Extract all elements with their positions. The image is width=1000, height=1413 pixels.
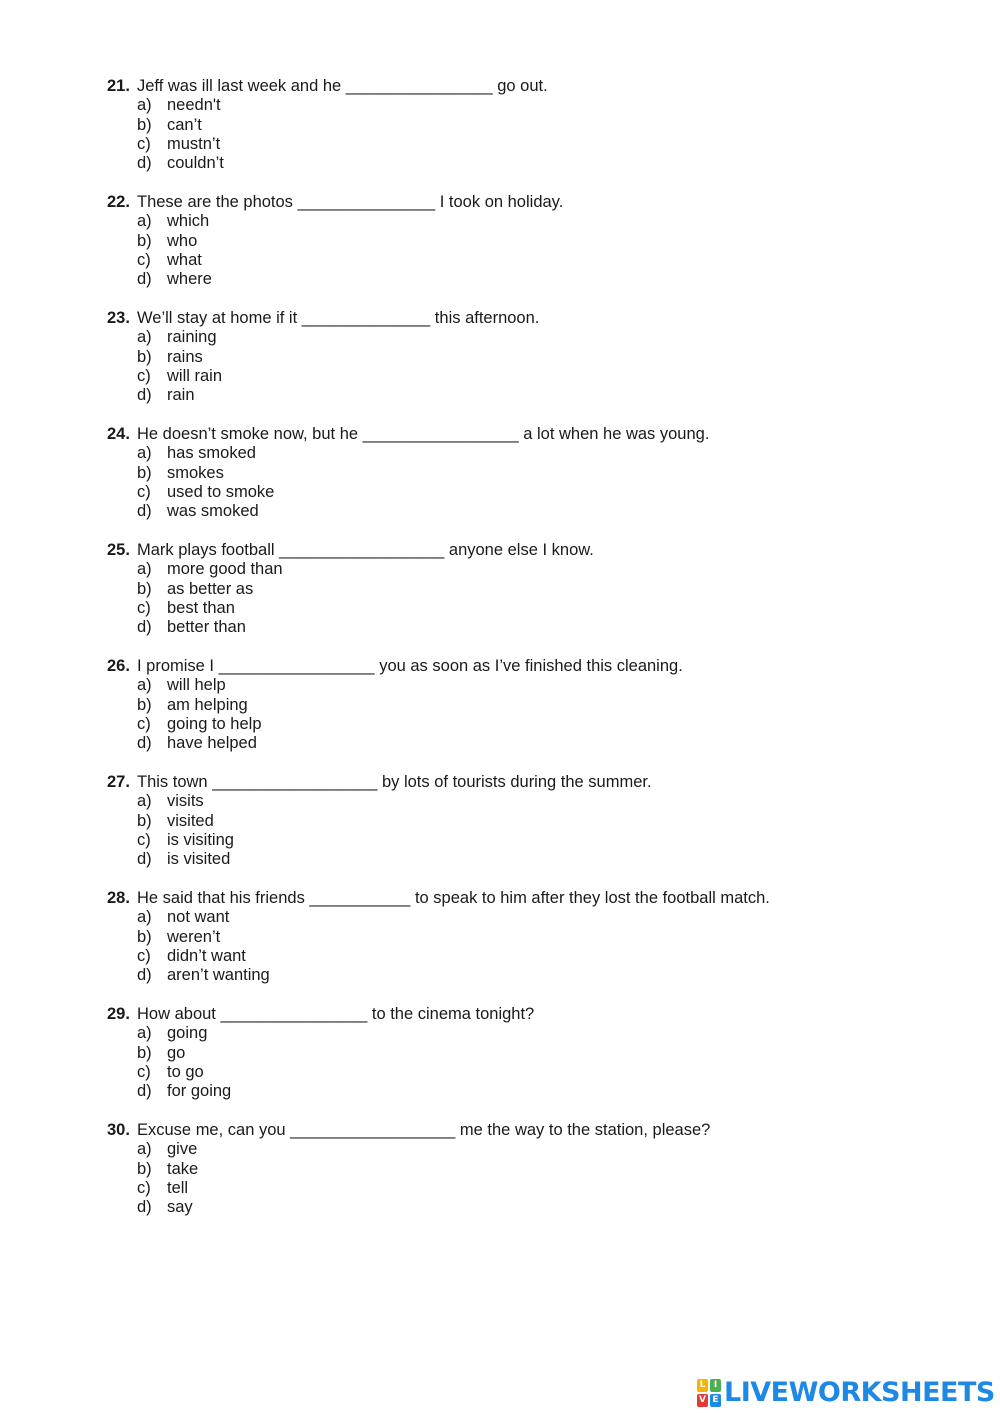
liveworksheets-logo-icon	[697, 1379, 721, 1407]
question-block	[107, 1005, 967, 1121]
option-letter: c)	[137, 598, 151, 617]
question-block	[107, 425, 967, 541]
question-line	[107, 541, 967, 560]
option-text: visits	[167, 792, 204, 811]
option-letter: b)	[137, 1043, 152, 1062]
question-line	[107, 77, 967, 96]
option-letter: a)	[137, 560, 152, 579]
question-block	[107, 193, 967, 309]
question-block	[107, 77, 967, 193]
option-text: going	[167, 1024, 208, 1043]
option-text: weren’t	[167, 927, 221, 946]
answer-option[interactable]	[107, 618, 967, 637]
option-letter: b)	[137, 579, 152, 598]
option-text: what	[167, 250, 202, 269]
answer-option[interactable]	[107, 676, 967, 695]
option-letter: a)	[137, 96, 152, 115]
answer-option[interactable]	[107, 580, 967, 599]
question-line	[107, 425, 967, 444]
answer-option[interactable]	[107, 715, 967, 734]
question-number: 29.	[107, 1005, 130, 1023]
option-text: where	[167, 270, 212, 289]
option-text: rain	[167, 386, 195, 405]
answer-option[interactable]	[107, 212, 967, 231]
answer-option[interactable]	[107, 483, 967, 502]
question-number: 21.	[107, 77, 130, 95]
answer-option[interactable]	[107, 367, 967, 386]
option-text: is visiting	[167, 830, 234, 849]
answer-option[interactable]	[107, 1179, 967, 1198]
answer-option[interactable]	[107, 251, 967, 270]
question-block	[107, 309, 967, 425]
option-letter: c)	[137, 830, 151, 849]
answer-option[interactable]	[107, 1044, 967, 1063]
answer-option[interactable]	[107, 792, 967, 811]
question-number: 24.	[107, 425, 130, 443]
option-text: needn't	[167, 96, 221, 115]
option-letter: d)	[137, 386, 152, 405]
answer-option[interactable]	[107, 1063, 967, 1082]
answer-option[interactable]	[107, 734, 967, 753]
question-text: These are the photos _______________ I took on holiday.	[137, 193, 564, 211]
question-block	[107, 773, 967, 889]
question-text: I promise I _________________ you as soon as I’ve finished this cleaning.	[137, 657, 683, 675]
question-line	[107, 657, 967, 676]
answer-option[interactable]	[107, 348, 967, 367]
option-text: to go	[167, 1062, 204, 1081]
option-letter: d)	[137, 502, 152, 521]
option-letter: c)	[137, 1178, 151, 1197]
answer-option[interactable]	[107, 96, 967, 115]
option-text: is visited	[167, 850, 231, 869]
question-number: 22.	[107, 193, 130, 211]
option-text: smokes	[167, 463, 224, 482]
answer-option[interactable]	[107, 135, 967, 154]
question-text: He said that his friends ___________ to speak to him after they lost the football match.	[137, 889, 770, 907]
option-letter: b)	[137, 231, 152, 250]
option-letter: c)	[137, 714, 151, 733]
answer-option[interactable]	[107, 599, 967, 618]
answer-option[interactable]	[107, 386, 967, 405]
answer-option[interactable]	[107, 464, 967, 483]
answer-option[interactable]	[107, 328, 967, 347]
answer-option[interactable]	[107, 908, 967, 927]
liveworksheets-logo	[697, 1378, 995, 1408]
question-number: 30.	[107, 1121, 130, 1139]
option-letter: a)	[137, 444, 152, 463]
option-text: can’t	[167, 115, 202, 134]
option-text: couldn’t	[167, 154, 224, 173]
answer-option[interactable]	[107, 1198, 967, 1217]
answer-option[interactable]	[107, 966, 967, 985]
question-line	[107, 1005, 967, 1024]
option-letter: c)	[137, 1062, 151, 1081]
option-text: best than	[167, 598, 235, 617]
option-letter: b)	[137, 115, 152, 134]
option-letter: d)	[137, 1082, 152, 1101]
answer-option[interactable]	[107, 116, 967, 135]
option-text: has smoked	[167, 444, 256, 463]
option-text: visited	[167, 811, 214, 830]
logo-icon-tile: V	[697, 1394, 708, 1407]
question-number: 23.	[107, 309, 130, 327]
option-letter: b)	[137, 347, 152, 366]
question-block	[107, 657, 967, 773]
logo-icon-tile: I	[710, 1379, 721, 1392]
answer-option[interactable]	[107, 831, 967, 850]
option-text: give	[167, 1140, 198, 1159]
option-text: for going	[167, 1082, 232, 1101]
option-letter: a)	[137, 328, 152, 347]
question-number: 28.	[107, 889, 130, 907]
option-letter: b)	[137, 695, 152, 714]
option-text: mustn’t	[167, 134, 221, 153]
option-letter: d)	[137, 1198, 152, 1217]
option-letter: c)	[137, 946, 151, 965]
option-text: better than	[167, 618, 246, 637]
question-number: 27.	[107, 773, 130, 791]
option-text: am helping	[167, 695, 248, 714]
option-text: say	[167, 1198, 193, 1217]
option-text: which	[167, 212, 210, 231]
answer-option[interactable]	[107, 1082, 967, 1101]
option-letter: a)	[137, 212, 152, 231]
question-line	[107, 773, 967, 792]
option-text: will help	[167, 676, 226, 695]
question-text: How about ________________ to the cinema tonight?	[137, 1005, 535, 1023]
question-text: Excuse me, can you __________________ me the way to the station, please?	[137, 1121, 711, 1139]
option-letter: d)	[137, 734, 152, 753]
answer-option[interactable]	[107, 947, 967, 966]
option-letter: c)	[137, 250, 151, 269]
answer-option[interactable]	[107, 1160, 967, 1179]
question-text: He doesn’t smoke now, but he _________________ a lot when he was young.	[137, 425, 710, 443]
question-line	[107, 889, 967, 908]
question-number: 26.	[107, 657, 130, 675]
option-text: as better as	[167, 579, 254, 598]
answer-option[interactable]	[107, 1024, 967, 1043]
option-letter: b)	[137, 463, 152, 482]
option-letter: a)	[137, 792, 152, 811]
answer-option[interactable]	[107, 444, 967, 463]
question-text: We’ll stay at home if it ______________ this afternoon.	[137, 309, 540, 327]
option-text: raining	[167, 328, 217, 347]
question-line	[107, 193, 967, 212]
option-text: have helped	[167, 734, 257, 753]
answer-option[interactable]	[107, 1140, 967, 1159]
option-letter: c)	[137, 482, 151, 501]
logo-icon-tile: L	[697, 1379, 708, 1392]
question-text: This town __________________ by lots of tourists during the summer.	[137, 773, 652, 791]
answer-option[interactable]	[107, 154, 967, 173]
option-text: who	[167, 231, 198, 250]
option-letter: b)	[137, 1159, 152, 1178]
option-letter: b)	[137, 811, 152, 830]
question-text: Jeff was ill last week and he ________________ go out.	[137, 77, 548, 95]
questions-list	[107, 77, 967, 1237]
question-block	[107, 889, 967, 1005]
option-text: didn’t want	[167, 946, 246, 965]
option-text: was smoked	[167, 502, 259, 521]
answer-option[interactable]	[107, 850, 967, 869]
option-letter: a)	[137, 1140, 152, 1159]
option-text: aren’t wanting	[167, 966, 270, 985]
answer-option[interactable]	[107, 928, 967, 947]
option-letter: d)	[137, 850, 152, 869]
option-text: more good than	[167, 560, 283, 579]
option-text: take	[167, 1159, 199, 1178]
answer-option[interactable]	[107, 696, 967, 715]
option-text: go	[167, 1043, 186, 1062]
option-letter: d)	[137, 966, 152, 985]
option-text: tell	[167, 1178, 189, 1197]
option-letter: a)	[137, 676, 152, 695]
answer-option[interactable]	[107, 270, 967, 289]
logo-wordmark: LIVEWORKSHEETS	[724, 1377, 995, 1408]
option-text: not want	[167, 908, 230, 927]
question-block	[107, 1121, 967, 1237]
option-text: rains	[167, 347, 203, 366]
option-letter: d)	[137, 154, 152, 173]
option-text: going to help	[167, 714, 262, 733]
question-text: Mark plays football __________________ anyone else I know.	[137, 541, 594, 559]
option-letter: a)	[137, 1024, 152, 1043]
option-letter: d)	[137, 270, 152, 289]
logo-icon-tile: E	[710, 1394, 721, 1407]
question-number: 25.	[107, 541, 130, 559]
option-text: used to smoke	[167, 482, 275, 501]
option-letter: d)	[137, 618, 152, 637]
option-text: will rain	[167, 366, 223, 385]
answer-option[interactable]	[107, 812, 967, 831]
question-block	[107, 541, 967, 657]
answer-option[interactable]	[107, 560, 967, 579]
question-line	[107, 309, 967, 328]
answer-option[interactable]	[107, 232, 967, 251]
option-letter: b)	[137, 927, 152, 946]
option-letter: c)	[137, 366, 151, 385]
answer-option[interactable]	[107, 502, 967, 521]
option-letter: c)	[137, 134, 151, 153]
question-line	[107, 1121, 967, 1140]
option-letter: a)	[137, 908, 152, 927]
